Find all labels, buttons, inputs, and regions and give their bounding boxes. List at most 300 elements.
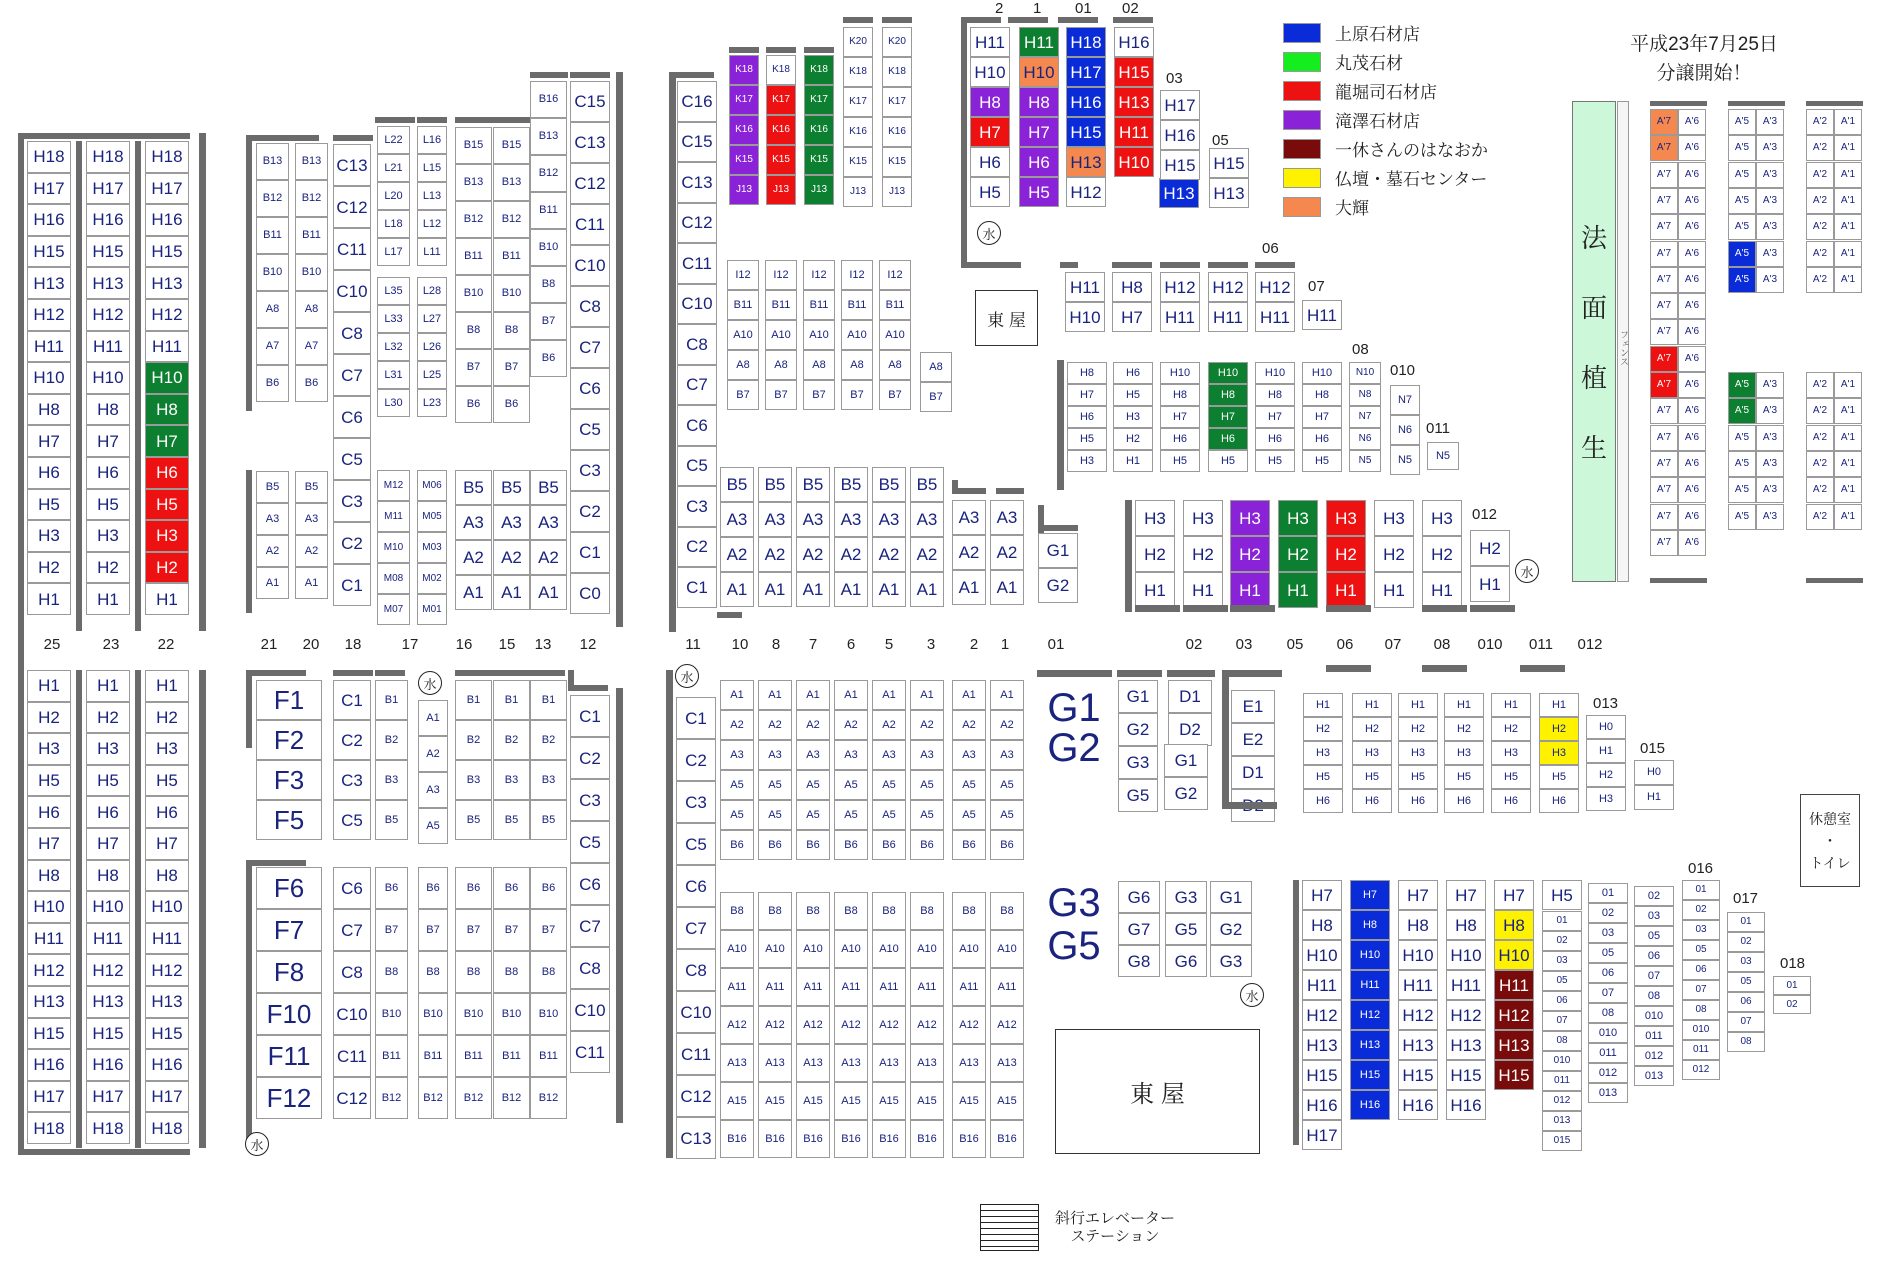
plot-a2[interactable]: A2: [796, 537, 830, 572]
plot-a5[interactable]: A'5: [1728, 241, 1756, 267]
plot-a5[interactable]: A5: [720, 800, 754, 830]
plot-h16[interactable]: H16: [27, 1049, 71, 1081]
plot-b8[interactable]: B8: [375, 951, 408, 993]
plot-a7[interactable]: A'7: [1650, 188, 1678, 214]
plot-a1[interactable]: A1: [834, 680, 868, 710]
plot-a7[interactable]: A'7: [1650, 398, 1678, 424]
plot-a7[interactable]: A7: [295, 328, 328, 365]
plot-h6[interactable]: H6: [1352, 789, 1392, 813]
plot-h8[interactable]: H8: [1350, 910, 1390, 940]
plot-h8[interactable]: H8: [1067, 362, 1107, 384]
plot-a5[interactable]: A'5: [1728, 214, 1756, 240]
plot-h2[interactable]: H2: [1470, 530, 1510, 566]
plot-h10[interactable]: H10: [1065, 302, 1105, 332]
plot-h16[interactable]: H16: [1446, 1090, 1486, 1120]
plot-a10[interactable]: A10: [720, 930, 754, 968]
plot-b11[interactable]: B11: [727, 290, 759, 320]
plot-c10[interactable]: C10: [570, 245, 610, 286]
plot-h6[interactable]: H6: [1113, 362, 1153, 384]
plot-a2[interactable]: A2: [834, 710, 868, 740]
plot-n5[interactable]: N5: [1390, 445, 1420, 475]
plot-a5[interactable]: A5: [720, 770, 754, 800]
plot-h10[interactable]: H10: [1302, 362, 1342, 384]
plot-a7[interactable]: A'7: [1650, 267, 1678, 293]
plot-h10[interactable]: H10: [1019, 57, 1059, 87]
plot-b16[interactable]: B16: [758, 1120, 792, 1158]
plot-01[interactable]: 01: [1588, 883, 1628, 903]
plot-c3[interactable]: C3: [570, 450, 610, 491]
plot-a10[interactable]: A10: [758, 930, 792, 968]
plot-h13[interactable]: H13: [1209, 178, 1249, 208]
plot-b11[interactable]: B11: [455, 1035, 492, 1077]
plot-05[interactable]: 05: [1682, 940, 1720, 960]
plot-c3[interactable]: C3: [676, 781, 716, 823]
plot-a11[interactable]: A11: [758, 968, 792, 1006]
plot-k15[interactable]: K15: [729, 145, 759, 175]
plot-b10[interactable]: B10: [375, 993, 408, 1035]
plot-h18[interactable]: H18: [1066, 27, 1106, 57]
plot-a5[interactable]: A5: [910, 800, 944, 830]
plot-010[interactable]: 010: [1542, 1051, 1582, 1071]
plot-c8[interactable]: C8: [570, 947, 610, 989]
plot-a15[interactable]: A15: [720, 1082, 754, 1120]
plot-a3[interactable]: A3: [758, 502, 792, 537]
plot-l25[interactable]: L25: [417, 361, 447, 389]
plot-a1[interactable]: A1: [910, 572, 944, 607]
plot-a1[interactable]: A1: [256, 567, 289, 599]
plot-h8[interactable]: H8: [27, 860, 71, 892]
plot-h15[interactable]: H15: [1160, 150, 1200, 180]
plot-a11[interactable]: A11: [796, 968, 830, 1006]
plot-h16[interactable]: H16: [1398, 1090, 1438, 1120]
plot-h8[interactable]: H8: [1160, 384, 1200, 406]
plot-a1[interactable]: A1: [990, 570, 1024, 605]
plot-h7[interactable]: H7: [970, 117, 1010, 147]
plot-l21[interactable]: L21: [377, 154, 410, 182]
plot-a3[interactable]: A'3: [1756, 188, 1784, 214]
plot-g6[interactable]: G6: [1165, 945, 1207, 977]
plot-a5[interactable]: A5: [834, 770, 868, 800]
plot-06[interactable]: 06: [1542, 991, 1582, 1011]
plot-h3[interactable]: H3: [27, 733, 71, 765]
plot-b6[interactable]: B6: [493, 386, 530, 423]
plot-h3[interactable]: H3: [1491, 741, 1531, 765]
plot-a12[interactable]: A12: [910, 1006, 944, 1044]
plot-c7[interactable]: C7: [677, 365, 717, 406]
plot-a2[interactable]: A2: [295, 535, 328, 567]
plot-g2[interactable]: G2: [1210, 913, 1252, 945]
plot-h5[interactable]: H5: [86, 765, 130, 797]
plot-h15[interactable]: H15: [1302, 1060, 1342, 1090]
plot-02[interactable]: 02: [1588, 903, 1628, 923]
plot-h13[interactable]: H13: [1446, 1030, 1486, 1060]
plot-a1[interactable]: A'1: [1834, 451, 1862, 477]
plot-h2[interactable]: H2: [1491, 717, 1531, 741]
plot-h7[interactable]: H7: [1302, 880, 1342, 910]
plot-c1[interactable]: C1: [333, 680, 371, 720]
plot-b11[interactable]: B11: [841, 290, 873, 320]
plot-a6[interactable]: A'6: [1678, 372, 1706, 398]
plot-h8[interactable]: H8: [86, 860, 130, 892]
plot-02[interactable]: 02: [1634, 886, 1674, 906]
plot-a12[interactable]: A12: [796, 1006, 830, 1044]
plot-h15[interactable]: H15: [1066, 117, 1106, 147]
plot-j13[interactable]: J13: [729, 175, 759, 205]
plot-f7[interactable]: F7: [256, 909, 322, 951]
plot-06[interactable]: 06: [1634, 946, 1674, 966]
plot-a2[interactable]: A'2: [1806, 135, 1834, 161]
plot-a1[interactable]: A1: [910, 680, 944, 710]
plot-a12[interactable]: A12: [720, 1006, 754, 1044]
plot-05[interactable]: 05: [1634, 926, 1674, 946]
plot-b13[interactable]: B13: [530, 118, 567, 155]
plot-a3[interactable]: A3: [872, 502, 906, 537]
plot-a5[interactable]: A5: [796, 800, 830, 830]
plot-b10[interactable]: B10: [493, 993, 530, 1035]
plot-h18[interactable]: H18: [27, 1112, 71, 1144]
plot-a3[interactable]: A'3: [1756, 109, 1784, 135]
plot-b8[interactable]: B8: [493, 951, 530, 993]
plot-a7[interactable]: A'7: [1650, 530, 1678, 556]
plot-h13[interactable]: H13: [1350, 1030, 1390, 1060]
plot-h13[interactable]: H13: [1066, 147, 1106, 177]
plot-a10[interactable]: A10: [765, 320, 797, 350]
plot-h8[interactable]: H8: [1302, 384, 1342, 406]
plot-c13[interactable]: C13: [676, 1117, 716, 1159]
plot-a1[interactable]: A1: [990, 680, 1024, 710]
plot-b6[interactable]: B6: [990, 830, 1024, 860]
plot-a3[interactable]: A3: [720, 740, 754, 770]
plot-a6[interactable]: A'6: [1678, 162, 1706, 188]
plot-f1[interactable]: F1: [256, 680, 322, 720]
plot-l27[interactable]: L27: [417, 305, 447, 333]
plot-03[interactable]: 03: [1682, 920, 1720, 940]
plot-c13[interactable]: C13: [677, 162, 717, 203]
plot-b5[interactable]: B5: [530, 800, 567, 840]
plot-h18[interactable]: H18: [86, 141, 130, 173]
plot-h11[interactable]: H11: [1065, 272, 1105, 302]
plot-c0[interactable]: C0: [570, 573, 610, 614]
plot-a2[interactable]: A'2: [1806, 267, 1834, 293]
plot-03[interactable]: 03: [1727, 952, 1765, 972]
plot-g2[interactable]: G2: [1038, 568, 1078, 603]
plot-h6[interactable]: H6: [1491, 789, 1531, 813]
plot-h2[interactable]: H2: [1303, 717, 1343, 741]
plot-a3[interactable]: A3: [295, 503, 328, 535]
plot-m12[interactable]: M12: [377, 470, 410, 501]
plot-b12[interactable]: B12: [493, 201, 530, 238]
plot-a3[interactable]: A3: [493, 505, 530, 540]
plot-m07[interactable]: M07: [377, 594, 410, 625]
plot-n5[interactable]: N5: [1427, 442, 1459, 470]
plot-h6[interactable]: H6: [1398, 789, 1438, 813]
plot-b1[interactable]: B1: [493, 680, 530, 720]
plot-n6[interactable]: N6: [1390, 415, 1420, 445]
plot-a7[interactable]: A'7: [1650, 504, 1678, 530]
plot-c11[interactable]: C11: [676, 1033, 716, 1075]
plot-h1[interactable]: H1: [1278, 572, 1318, 608]
plot-03[interactable]: 03: [1588, 923, 1628, 943]
plot-a13[interactable]: A13: [796, 1044, 830, 1082]
plot-h6[interactable]: H6: [86, 457, 130, 489]
plot-a5[interactable]: A'5: [1728, 504, 1756, 530]
plot-h12[interactable]: H12: [1350, 1000, 1390, 1030]
plot-g3[interactable]: G3: [1118, 746, 1158, 779]
plot-h7[interactable]: H7: [145, 828, 189, 860]
plot-h3[interactable]: H3: [1539, 741, 1579, 765]
plot-a2[interactable]: A'2: [1806, 398, 1834, 424]
plot-b16[interactable]: B16: [530, 81, 567, 118]
plot-c8[interactable]: C8: [333, 312, 371, 354]
plot-a8[interactable]: A8: [256, 291, 289, 328]
plot-b6[interactable]: B6: [455, 867, 492, 909]
plot-b7[interactable]: B7: [455, 909, 492, 951]
plot-a10[interactable]: A10: [952, 930, 986, 968]
plot-a5[interactable]: A5: [910, 770, 944, 800]
plot-a3[interactable]: A'3: [1756, 398, 1784, 424]
plot-c1[interactable]: C1: [677, 567, 717, 608]
plot-a6[interactable]: A'6: [1678, 241, 1706, 267]
plot-h16[interactable]: H16: [1302, 1090, 1342, 1120]
plot-02[interactable]: 02: [1773, 995, 1811, 1014]
plot-a7[interactable]: A'7: [1650, 109, 1678, 135]
plot-a13[interactable]: A13: [834, 1044, 868, 1082]
plot-h17[interactable]: H17: [145, 1081, 189, 1113]
plot-07[interactable]: 07: [1634, 966, 1674, 986]
plot-a13[interactable]: A13: [990, 1044, 1024, 1082]
plot-h18[interactable]: H18: [145, 141, 189, 173]
plot-a12[interactable]: A12: [834, 1006, 868, 1044]
plot-g5[interactable]: G5: [1165, 913, 1207, 945]
plot-b6[interactable]: B6: [530, 867, 567, 909]
plot-k16[interactable]: K16: [882, 117, 912, 147]
plot-c8[interactable]: C8: [676, 949, 716, 991]
plot-h7[interactable]: H7: [1160, 406, 1200, 428]
plot-h1[interactable]: H1: [1230, 572, 1270, 608]
plot-h1[interactable]: H1: [145, 670, 189, 702]
plot-a3[interactable]: A3: [952, 500, 986, 535]
plot-a3[interactable]: A3: [872, 740, 906, 770]
plot-g1[interactable]: G1: [1164, 744, 1208, 777]
plot-a2[interactable]: A2: [910, 537, 944, 572]
plot-a2[interactable]: A2: [910, 710, 944, 740]
plot-a5[interactable]: A'5: [1728, 162, 1756, 188]
plot-h10[interactable]: H10: [1446, 940, 1486, 970]
plot-c7[interactable]: C7: [570, 905, 610, 947]
plot-g5[interactable]: G5: [1118, 779, 1158, 812]
plot-h8[interactable]: H8: [1208, 384, 1248, 406]
plot-h5[interactable]: H5: [1398, 765, 1438, 789]
plot-c12[interactable]: C12: [677, 203, 717, 244]
plot-a3[interactable]: A3: [834, 502, 868, 537]
plot-010[interactable]: 010: [1588, 1023, 1628, 1043]
plot-b7[interactable]: B7: [803, 380, 835, 410]
plot-g2[interactable]: G2: [1037, 728, 1111, 768]
plot-i12[interactable]: I12: [803, 260, 835, 290]
plot-h2[interactable]: H2: [86, 702, 130, 734]
plot-h3[interactable]: H3: [1135, 500, 1175, 536]
plot-h16[interactable]: H16: [1160, 120, 1200, 150]
plot-h2[interactable]: H2: [1326, 536, 1366, 572]
plot-a3[interactable]: A3: [256, 503, 289, 535]
plot-m06[interactable]: M06: [417, 470, 447, 501]
plot-a5[interactable]: A5: [952, 770, 986, 800]
plot-08[interactable]: 08: [1542, 1031, 1582, 1051]
plot-c10[interactable]: C10: [333, 993, 371, 1035]
plot-b8[interactable]: B8: [530, 951, 567, 993]
plot-h6[interactable]: H6: [1303, 789, 1343, 813]
plot-012[interactable]: 012: [1588, 1063, 1628, 1083]
plot-h7[interactable]: H7: [1019, 117, 1059, 147]
plot-h12[interactable]: H12: [27, 299, 71, 331]
plot-g1[interactable]: G1: [1037, 688, 1111, 728]
plot-b11[interactable]: B11: [375, 1035, 408, 1077]
plot-b6[interactable]: B6: [952, 830, 986, 860]
plot-c12[interactable]: C12: [333, 186, 371, 228]
plot-b3[interactable]: B3: [530, 760, 567, 800]
plot-a5[interactable]: A5: [952, 800, 986, 830]
plot-b7[interactable]: B7: [765, 380, 797, 410]
plot-c6[interactable]: C6: [333, 396, 371, 438]
plot-h2[interactable]: H2: [1539, 717, 1579, 741]
plot-c10[interactable]: C10: [677, 284, 717, 325]
plot-b8[interactable]: B8: [493, 312, 530, 349]
plot-h15[interactable]: H15: [1350, 1060, 1390, 1090]
plot-h5[interactable]: H5: [1019, 177, 1059, 207]
plot-a1[interactable]: A1: [952, 680, 986, 710]
plot-b6[interactable]: B6: [910, 830, 944, 860]
plot-h16[interactable]: H16: [86, 1049, 130, 1081]
plot-n8[interactable]: N8: [1349, 384, 1381, 406]
plot-01[interactable]: 01: [1682, 880, 1720, 900]
plot-h13[interactable]: H13: [1114, 87, 1154, 117]
plot-b10[interactable]: B10: [418, 993, 448, 1035]
plot-a3[interactable]: A3: [796, 502, 830, 537]
plot-a3[interactable]: A3: [990, 500, 1024, 535]
plot-b13[interactable]: B13: [256, 143, 289, 180]
plot-h12[interactable]: H12: [1302, 1000, 1342, 1030]
plot-b5[interactable]: B5: [530, 470, 567, 505]
plot-h16[interactable]: H16: [27, 204, 71, 236]
plot-h13[interactable]: H13: [1159, 178, 1199, 208]
plot-h11[interactable]: H11: [1350, 970, 1390, 1000]
plot-a2[interactable]: A'2: [1806, 504, 1834, 530]
plot-h2[interactable]: H2: [145, 702, 189, 734]
plot-b8[interactable]: B8: [758, 892, 792, 930]
plot-h1[interactable]: H1: [27, 670, 71, 702]
plot-h13[interactable]: H13: [1398, 1030, 1438, 1060]
plot-l11[interactable]: L11: [417, 238, 447, 266]
plot-h8[interactable]: H8: [145, 860, 189, 892]
plot-l30[interactable]: L30: [377, 389, 410, 417]
plot-a2[interactable]: A'2: [1806, 477, 1834, 503]
plot-h13[interactable]: H13: [27, 267, 71, 299]
plot-b5[interactable]: B5: [493, 800, 530, 840]
plot-h5[interactable]: H5: [1255, 450, 1295, 472]
plot-c2[interactable]: C2: [570, 737, 610, 779]
plot-a8[interactable]: A8: [879, 350, 911, 380]
plot-a3[interactable]: A'3: [1756, 214, 1784, 240]
plot-h2[interactable]: H2: [145, 552, 189, 584]
plot-h6[interactable]: H6: [1539, 789, 1579, 813]
plot-g6[interactable]: G6: [1118, 881, 1160, 913]
plot-l32[interactable]: L32: [377, 333, 410, 361]
plot-01[interactable]: 01: [1727, 912, 1765, 932]
plot-l22[interactable]: L22: [377, 126, 410, 154]
plot-b16[interactable]: B16: [990, 1120, 1024, 1158]
plot-a2[interactable]: A2: [720, 537, 754, 572]
plot-h3[interactable]: H3: [1067, 450, 1107, 472]
plot-a3[interactable]: A'3: [1756, 372, 1784, 398]
plot-02[interactable]: 02: [1682, 900, 1720, 920]
plot-a13[interactable]: A13: [872, 1044, 906, 1082]
plot-a1[interactable]: A1: [872, 572, 906, 607]
plot-b10[interactable]: B10: [256, 254, 289, 291]
plot-b13[interactable]: B13: [295, 143, 328, 180]
plot-c11[interactable]: C11: [333, 1035, 371, 1077]
plot-h16[interactable]: H16: [145, 204, 189, 236]
plot-b11[interactable]: B11: [493, 238, 530, 275]
plot-a6[interactable]: A'6: [1678, 319, 1706, 345]
plot-h10[interactable]: H10: [1494, 940, 1534, 970]
plot-07[interactable]: 07: [1588, 983, 1628, 1003]
plot-b5[interactable]: B5: [758, 467, 792, 502]
plot-h12[interactable]: H12: [1446, 1000, 1486, 1030]
plot-b16[interactable]: B16: [796, 1120, 830, 1158]
plot-f5[interactable]: F5: [256, 800, 322, 840]
plot-b6[interactable]: B6: [720, 830, 754, 860]
plot-b5[interactable]: B5: [910, 467, 944, 502]
plot-h17[interactable]: H17: [27, 173, 71, 205]
plot-08[interactable]: 08: [1588, 1003, 1628, 1023]
plot-b8[interactable]: B8: [796, 892, 830, 930]
plot-h10[interactable]: H10: [27, 362, 71, 394]
plot-b6[interactable]: B6: [872, 830, 906, 860]
plot-c2[interactable]: C2: [676, 739, 716, 781]
plot-h2[interactable]: H2: [1352, 717, 1392, 741]
plot-a10[interactable]: A10: [796, 930, 830, 968]
plot-h17[interactable]: H17: [1066, 57, 1106, 87]
plot-h10[interactable]: H10: [145, 362, 189, 394]
plot-a15[interactable]: A15: [872, 1082, 906, 1120]
plot-h3[interactable]: H3: [1326, 500, 1366, 536]
plot-h1[interactable]: H1: [1326, 572, 1366, 608]
plot-m08[interactable]: M08: [377, 563, 410, 594]
plot-h3[interactable]: H3: [145, 520, 189, 552]
plot-e2[interactable]: E2: [1231, 723, 1275, 756]
plot-d1[interactable]: D1: [1168, 680, 1212, 713]
plot-a7[interactable]: A'7: [1650, 319, 1678, 345]
plot-a5[interactable]: A'5: [1728, 425, 1756, 451]
plot-g5[interactable]: G5: [1037, 924, 1111, 967]
plot-b11[interactable]: B11: [530, 192, 567, 229]
plot-h13[interactable]: H13: [27, 986, 71, 1018]
plot-a2[interactable]: A2: [530, 540, 567, 575]
plot-h1[interactable]: H1: [1398, 693, 1438, 717]
plot-h16[interactable]: H16: [145, 1049, 189, 1081]
plot-011[interactable]: 011: [1588, 1043, 1628, 1063]
plot-b5[interactable]: B5: [455, 470, 492, 505]
plot-06[interactable]: 06: [1682, 960, 1720, 980]
plot-a15[interactable]: A15: [990, 1082, 1024, 1120]
plot-b15[interactable]: B15: [493, 127, 530, 164]
plot-a3[interactable]: A'3: [1756, 267, 1784, 293]
plot-c5[interactable]: C5: [333, 800, 371, 840]
plot-h3[interactable]: H3: [1183, 500, 1223, 536]
plot-a7[interactable]: A'7: [1650, 346, 1678, 372]
plot-l17[interactable]: L17: [377, 238, 410, 266]
plot-g1[interactable]: G1: [1038, 533, 1078, 568]
